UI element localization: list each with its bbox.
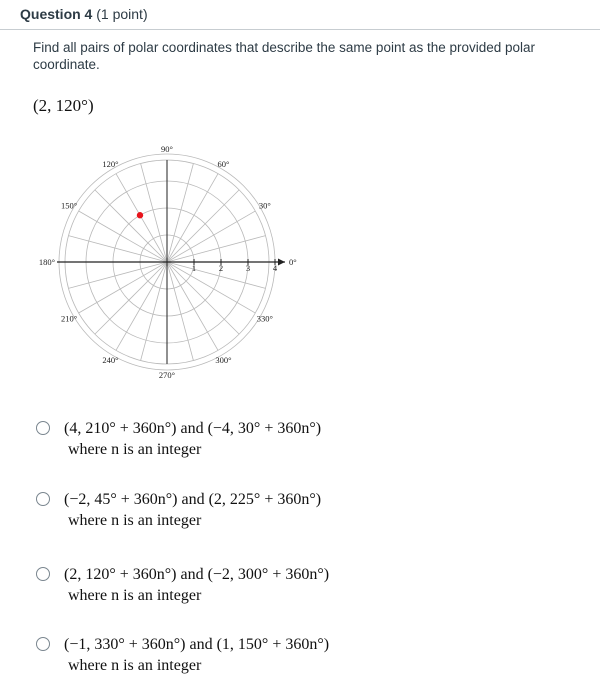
angle-label: 150°	[61, 200, 78, 211]
grid-ray	[167, 174, 218, 262]
grid-ray	[79, 211, 167, 262]
question-points: (1 point)	[96, 6, 148, 22]
radius-label: 4	[272, 263, 278, 273]
given-coordinate: (2, 120°)	[33, 96, 94, 115]
angle-label: 270°	[158, 370, 176, 380]
grid-ray	[79, 262, 167, 313]
option-text: (−2, 45° + 360n°) and (2, 225° + 360n°) where n is an integer	[64, 491, 322, 529]
radio-button-2[interactable]	[36, 492, 50, 506]
plotted-point	[137, 212, 143, 218]
grid-ray	[95, 190, 167, 262]
angle-label: 120°	[102, 159, 119, 170]
polar-grid	[30, 130, 320, 395]
grid-ray	[167, 190, 239, 262]
grid-ray	[167, 262, 255, 313]
question-prompt: Find all pairs of polar coordinates that describe the same point as the provided polar coordinate.	[33, 40, 536, 72]
angle-label: 240°	[102, 354, 119, 365]
radio-button-1[interactable]	[36, 421, 50, 435]
radius-label: 1	[191, 263, 197, 273]
option-text: (4, 210° + 360n°) and (−4, 30° + 360n°) where n is an integer	[64, 420, 322, 458]
grid-ray	[167, 211, 255, 262]
angle-label: 30°	[258, 200, 271, 211]
grid-ray	[95, 262, 167, 334]
grid-ray	[116, 262, 167, 350]
radius-label: 2	[218, 263, 224, 273]
option-text: (−1, 330° + 360n°) and (1, 150° + 360n°) where n is an integer	[64, 636, 330, 674]
angle-label: 60°	[217, 159, 230, 170]
angle-label: 330°	[256, 313, 273, 324]
angle-label: 300°	[215, 354, 232, 365]
question-header	[0, 0, 600, 30]
angle-label: 0°	[289, 257, 297, 267]
radio-button-3[interactable]	[36, 567, 50, 581]
radio-button-4[interactable]	[36, 637, 50, 651]
angle-label: 210°	[61, 313, 78, 324]
radius-label: 3	[245, 263, 251, 273]
question-title: Question 4 (1 point)	[20, 6, 148, 22]
angle-label: 180°	[38, 257, 55, 267]
grid-ray	[167, 262, 239, 334]
option-text: (2, 120° + 360n°) and (−2, 300° + 360n°) where n is an integer	[64, 566, 330, 604]
angle-label: 90°	[161, 144, 173, 154]
grid-ray	[167, 262, 218, 350]
